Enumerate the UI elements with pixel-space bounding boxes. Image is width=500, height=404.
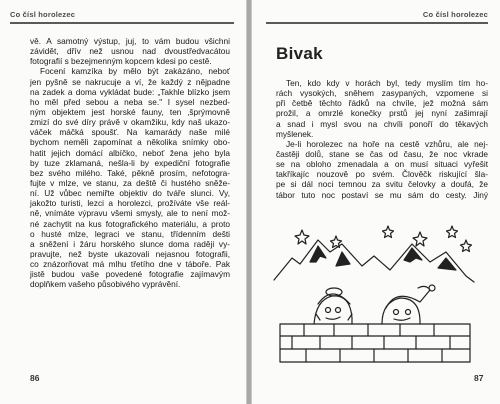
bivouac-cartoon-icon — [270, 222, 480, 372]
text-line: jakožto turisti, lezci a horolezci, prožíváte vše reál- — [30, 198, 230, 209]
header-rule — [266, 22, 488, 24]
star-icon — [383, 226, 394, 238]
text-line: Focení kamzíka by mělo být zakázáno, neboť — [40, 66, 230, 77]
text-line: ho měl před sebou a neba se." I sysel nezbed- — [30, 96, 230, 107]
text-line: při četbě těchto řádků na chvíle, jež možná sám — [276, 98, 488, 109]
page-number: 86 — [30, 373, 40, 383]
text-line: prožil, a omrzlé konečky prstů jej nyní zašimrají — [276, 108, 488, 119]
text-line: Je-li horolezec na hoře na cestě vzhůru, ale nej- — [286, 138, 488, 149]
text-line: fotografií s bezejmenným kopcem kdesi po cestě. — [30, 56, 212, 67]
text-line: závidět, dřív než usnou nad dvoustředvacátou — [30, 46, 230, 57]
text-line: se na obloho zmenadala a on musí situaci vyřešit — [276, 159, 488, 170]
climber-figure-left — [314, 288, 352, 324]
chapter-title: Bivak — [276, 44, 323, 63]
text-line: doplňkem vašeho působivého vyprávění. — [30, 279, 181, 290]
running-head: Co čísl horolezec — [10, 10, 76, 19]
text-line: častěji dolů, stane se čas od času, že noc vkrade — [276, 148, 488, 159]
header-rule — [10, 22, 234, 24]
page-number: 87 — [474, 373, 484, 383]
climber-figure-right — [382, 285, 435, 324]
body-text — [30, 36, 230, 290]
left-page — [0, 0, 247, 404]
text-line: ným objektem jest horské fauny, ten ‚šprýmovně — [30, 106, 230, 117]
right-page — [251, 0, 500, 404]
text-line: zmizí do své díry právě v okamžiku, kdy naš ukazo- — [30, 117, 230, 128]
text-line: hatit jejich domácí albíčko, neboť žena jeho byla — [30, 147, 230, 158]
text-line: a snad i mysl svou na chvíli ponoří do těkavých — [276, 118, 488, 129]
text-line: tábor tuto noc postaví se mu sám do cesty. Jiný — [276, 189, 488, 200]
star-icon — [295, 230, 309, 244]
text-line: né zachytit na kus fotografického materiálu, a proto — [30, 218, 230, 229]
text-line: jistě budou vaše povedené fotografie zajímavým — [30, 269, 230, 280]
text-line: o husté mlze, legraci ve stanu, třídenním dešti — [30, 228, 230, 239]
star-icon — [447, 226, 458, 238]
text-line: jen pyšně se nakrucuje a ví, že každý z nějpadne — [30, 76, 230, 87]
running-head: Co čísl horolezec — [422, 10, 488, 19]
text-line: a sněžení i žáru horského slunce doma raději vy- — [30, 238, 230, 249]
text-line: fujte v mlze, ve stanu, za deště či hustého sněže- — [30, 177, 230, 188]
star-icon — [461, 240, 472, 252]
text-line: bez svého milého. Také, pěkně prosím, nefotogra- — [30, 167, 230, 178]
text-line: na zadek a doma vykládat bude: „Takhle blízko jsem — [30, 86, 230, 97]
star-icon — [413, 232, 427, 246]
text-line: myšlenek. — [276, 128, 314, 139]
text-line: takříkajíc nouzově po svém. Člověčk riskující šla- — [276, 169, 488, 180]
text-line: váček máčká spoušť. Na kamarády naše milé — [30, 127, 230, 138]
text-line: bychom neměli zapomínat a několika snímky obo- — [30, 137, 230, 148]
text-line: vě. A samotný výstup, juj, to vám budou všichni — [30, 36, 230, 46]
text-line: Ten, kdo kdy v horách byl, tedy myslím tím ho- — [286, 78, 488, 88]
text-line: co znázorňovat má mlhu třetího dne v táboře. Pak — [30, 259, 230, 270]
text-line: by tuze zklamaná, nešla-li by expediční fotografie — [30, 157, 230, 168]
body-text — [276, 78, 488, 200]
text-line: ně, vnímáte výpravu všemi smysly, ale to není mož- — [30, 208, 230, 219]
text-line: ní. Už vůbec nemiřte objektiv do tváře slunci. Vy, — [30, 188, 230, 199]
text-line: pravujte, než byste ukazovali nejasnou fotografii, — [30, 248, 230, 259]
text-line: rách vysokých, sněhem zasypaných, vzpomene si — [276, 88, 488, 99]
text-line: pe si dál noci temnou za svitu čelovky a doufá, že — [276, 179, 488, 190]
